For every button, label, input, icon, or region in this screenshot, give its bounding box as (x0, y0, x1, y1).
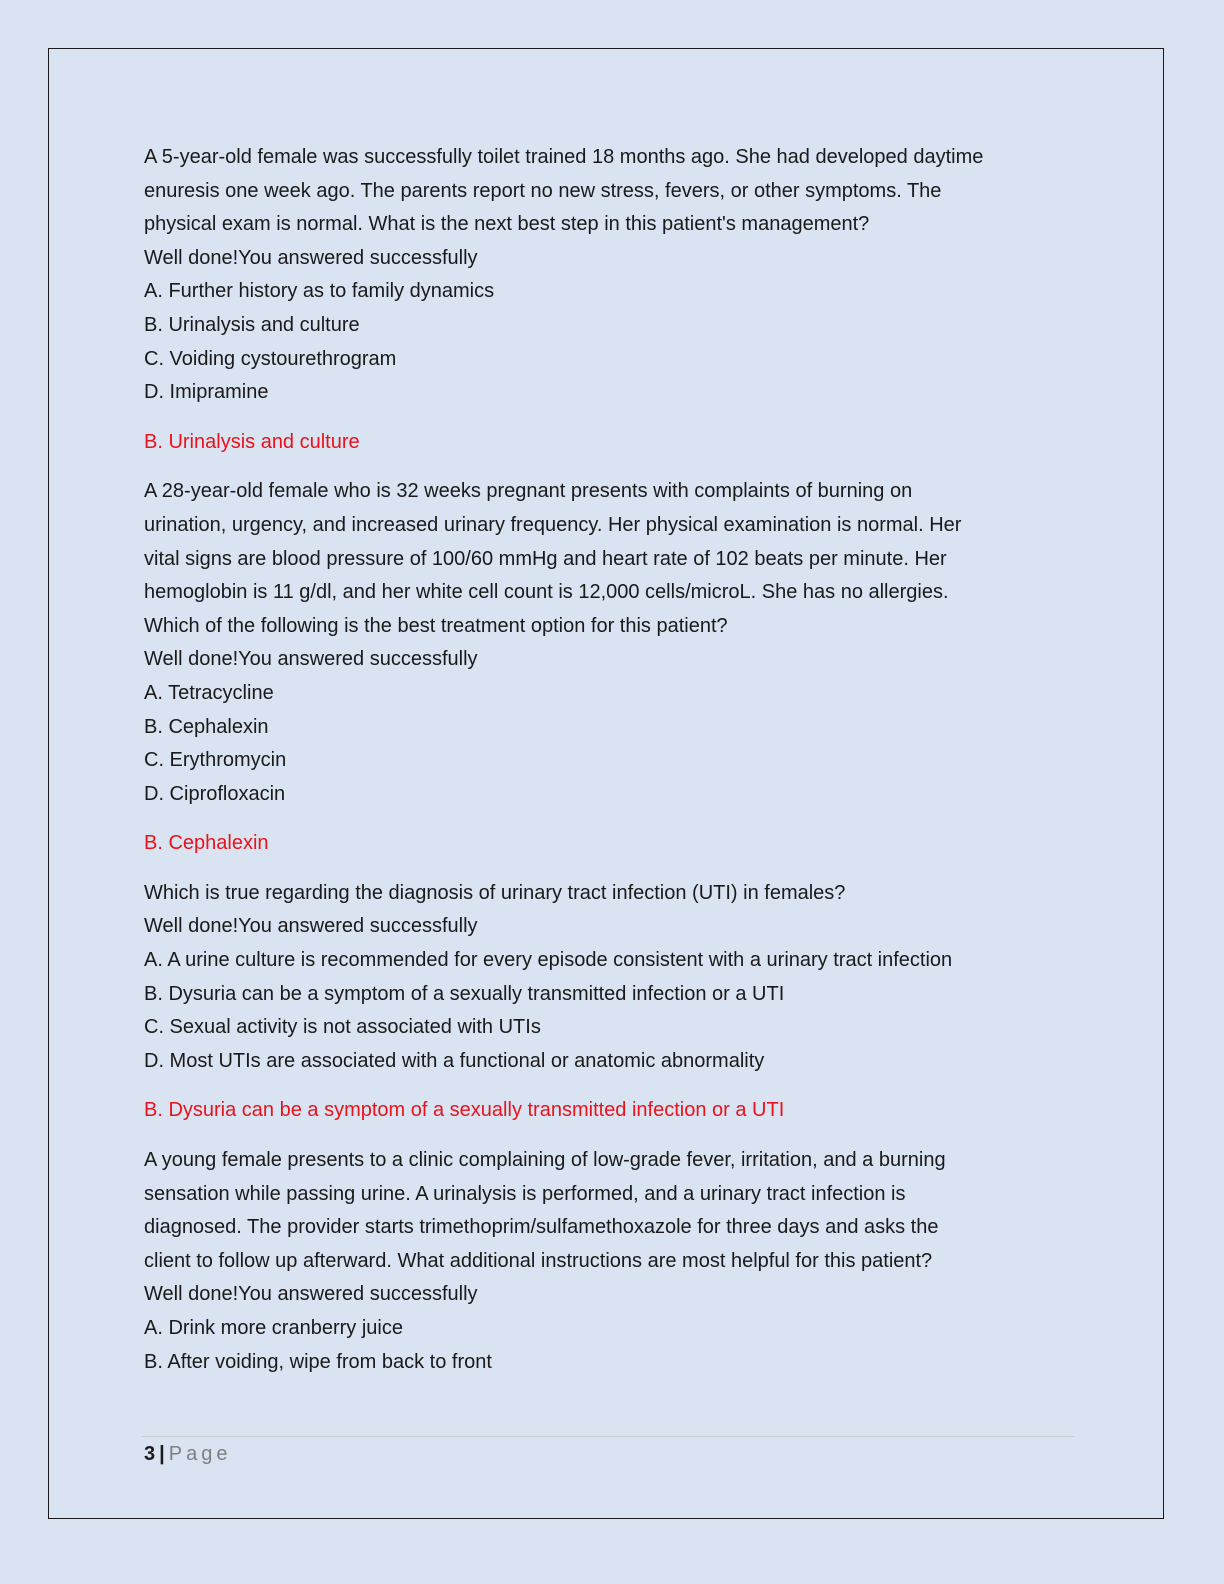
correct-answer: B. Cephalexin (144, 832, 269, 855)
correct-answer: B. Dysuria can be a symptom of a sexually transmitted infection or a UTI (144, 1099, 785, 1122)
status-message: Well done!You answered successfully (144, 915, 478, 938)
question-block-4 (144, 1144, 1084, 1379)
question-stem-line: enuresis one week ago. The parents report no new stress, fevers, or other symptoms. The (144, 179, 942, 202)
page-label: Page (168, 1443, 232, 1465)
question-stem-line: hemoglobin is 11 g/dl, and her white cell count is 12,000 cells/microL. She has no allergies. (144, 581, 949, 604)
question-block-1 (144, 141, 1084, 459)
question-stem-line: A 28-year-old female who is 32 weeks pregnant presents with complaints of burning on (144, 480, 913, 503)
status-message: Well done!You answered successfully (144, 1283, 478, 1306)
question-block-2 (144, 475, 1084, 861)
question-stem-line: Which is true regarding the diagnosis of urinary tract infection (UTI) in females? (144, 881, 846, 904)
document-content (144, 141, 1084, 1379)
correct-answer: B. Urinalysis and culture (144, 430, 360, 453)
answer-option: B. Urinalysis and culture (144, 313, 360, 336)
answer-option: A. Drink more cranberry juice (144, 1317, 403, 1339)
question-block-3 (144, 877, 1084, 1128)
question-stem-line: diagnosed. The provider starts trimethoprim/sulfamethoxazole for three days and asks the (144, 1216, 939, 1239)
question-stem-line: urination, urgency, and increased urinary frequency. Her physical examination is normal. Her (144, 513, 962, 536)
question-stem-line: client to follow up afterward. What additional instructions are most helpful for this patient? (144, 1249, 933, 1272)
answer-option: B. Dysuria can be a symptom of a sexually transmitted infection or a UTI (144, 982, 785, 1005)
answer-option: C. Erythromycin (144, 749, 287, 772)
answer-option: A. Tetracycline (144, 681, 274, 704)
page-footer (144, 1440, 231, 1468)
question-stem-line: A 5-year-old female was successfully toilet trained 18 months ago. She had developed daytime (144, 146, 984, 168)
answer-option: B. After voiding, wipe from back to front (144, 1350, 492, 1373)
answer-option: B. Cephalexin (144, 715, 269, 738)
question-stem-line: Which of the following is the best treatment option for this patient? (144, 614, 728, 637)
question-stem-line: physical exam is normal. What is the next best step in this patient's management? (144, 213, 870, 236)
answer-option: A. Further history as to family dynamics (144, 280, 495, 303)
question-stem-line: A young female presents to a clinic complaining of low-grade fever, irritation, and a burning (144, 1149, 946, 1172)
question-stem-line: sensation while passing urine. A urinalysis is performed, and a urinary tract infection is (144, 1182, 906, 1205)
answer-option: C. Voiding cystourethrogram (144, 347, 397, 370)
status-message: Well done!You answered successfully (144, 648, 478, 671)
answer-option: D. Imipramine (144, 381, 269, 404)
question-stem-line: vital signs are blood pressure of 100/60 mmHg and heart rate of 102 beats per minute. Her (144, 547, 947, 570)
status-message: Well done!You answered successfully (144, 246, 478, 269)
footer-separator: | (159, 1443, 165, 1465)
answer-option: D. Most UTIs are associated with a functional or anatomic abnormality (144, 1049, 765, 1072)
footer-divider (141, 1436, 1075, 1437)
page-number: 3 (144, 1443, 156, 1465)
answer-option: D. Ciprofloxacin (144, 782, 286, 805)
answer-option: C. Sexual activity is not associated with UTIs (144, 1016, 541, 1039)
answer-option: A. A urine culture is recommended for every episode consistent with a urinary tract infection (144, 949, 953, 972)
